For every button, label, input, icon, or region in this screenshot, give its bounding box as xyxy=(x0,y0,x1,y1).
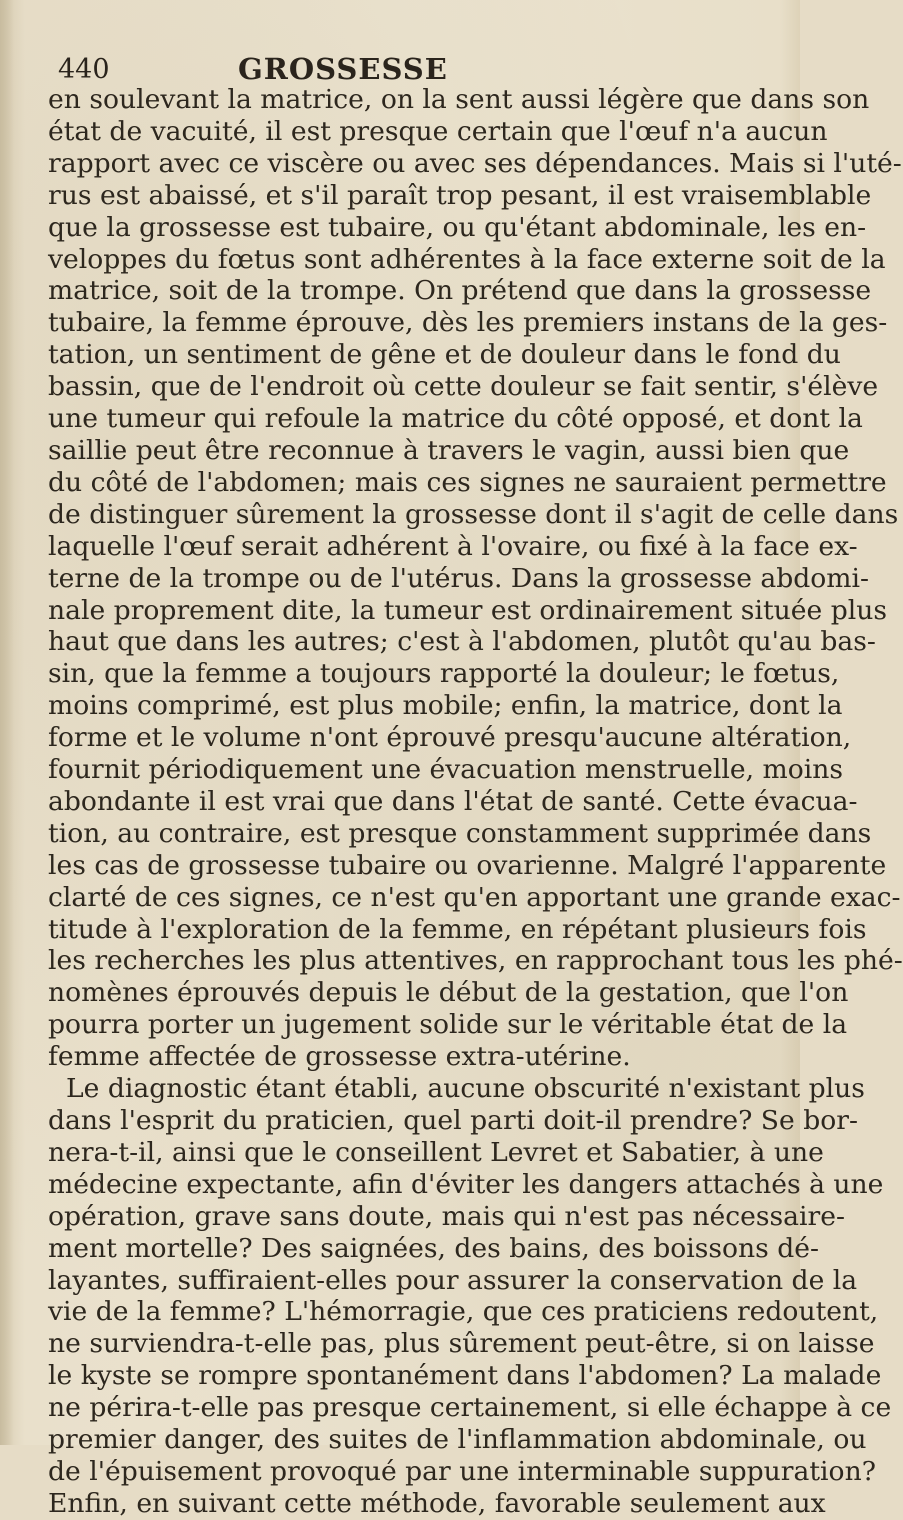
text-line: de distinguer sûrement la grossesse dont il s'agit de celle dans xyxy=(48,498,899,530)
text-line: le kyste se rompre spontanément dans l'abdomen? La malade xyxy=(48,1360,882,1392)
text-line: rapport avec ce viscère ou avec ses dépendances. Mais si l'uté- xyxy=(48,147,902,179)
text-line: forme et le volume n'ont éprouvé presqu'aucune altération, xyxy=(48,722,852,754)
text-line: premier danger, des suites de l'inflammation abdominale, ou xyxy=(48,1424,867,1456)
text-line: nomènes éprouvés depuis le début de la gestation, que l'on xyxy=(48,977,849,1009)
text-line: état de vacuité, il est presque certain que l'œuf n'a aucun xyxy=(48,115,828,147)
text-line: pourra porter un jugement solide sur le véritable état de la xyxy=(48,1009,848,1041)
page-header xyxy=(58,48,758,88)
text-line: du côté de l'abdomen; mais ces signes ne sauraient permettre xyxy=(48,466,887,498)
text-line: tubaire, la femme éprouve, dès les premiers instans de la ges- xyxy=(48,307,888,339)
body-text xyxy=(48,84,903,1520)
text-line: layantes, suffiraient-elles pour assurer la conservation de la xyxy=(48,1264,858,1296)
text-line: en soulevant la matrice, on la sent aussi légère que dans son xyxy=(48,84,870,115)
page-number: 440 xyxy=(58,54,110,85)
text-line: haut que dans les autres; c'est à l'abdomen, plutôt qu'au bas- xyxy=(48,626,876,658)
page-gutter-shadow xyxy=(0,0,14,1445)
text-line: bassin, que de l'endroit où cette douleur se fait sentir, s'élève xyxy=(48,371,879,403)
text-line: laquelle l'œuf serait adhérent à l'ovaire, ou fixé à la face ex- xyxy=(48,530,858,562)
text-line: clarté de ces signes, ce n'est qu'en apportant une grande exac- xyxy=(48,881,901,913)
text-line: ment mortelle? Des saignées, des bains, des boissons dé- xyxy=(48,1232,820,1264)
text-line: tion, au contraire, est presque constamment supprimée dans xyxy=(48,817,872,849)
text-line: veloppes du fœtus sont adhérentes à la face externe soit de la xyxy=(48,243,886,275)
text-line: fournit périodiquement une évacuation menstruelle, moins xyxy=(48,754,843,786)
text-line: matrice, soit de la trompe. On prétend que dans la grossesse xyxy=(48,275,872,307)
running-head: GROSSESSE xyxy=(238,52,448,86)
text-line: sin, que la femme a toujours rapporté la douleur; le fœtus, xyxy=(48,658,840,690)
text-line: terne de la trompe ou de l'utérus. Dans la grossesse abdomi- xyxy=(48,562,870,594)
text-line: vie de la femme? L'hémorragie, que ces praticiens redoutent, xyxy=(48,1296,879,1328)
text-line: une tumeur qui refoule la matrice du côté opposé, et dont la xyxy=(48,403,863,435)
text-line: les cas de grossesse tubaire ou ovarienne. Malgré l'apparente xyxy=(48,849,887,881)
text-line: opération, grave sans doute, mais qui n'est pas nécessaire- xyxy=(48,1200,845,1232)
text-line: médecine expectante, afin d'éviter les dangers attachés à une xyxy=(48,1168,884,1200)
text-line: de l'épuisement provoqué par une interminable suppuration? xyxy=(48,1455,876,1487)
text-line: abondante il est vrai que dans l'état de santé. Cette évacua- xyxy=(48,785,858,817)
text-line: dans l'esprit du praticien, quel parti doit-il prendre? Se bor- xyxy=(48,1105,858,1136)
text-line: rus est abaissé, et s'il paraît trop pesant, il est vraisemblable xyxy=(48,179,872,211)
text-line: tation, un sentiment de gêne et de douleur dans le fond du xyxy=(48,339,841,371)
paragraph-end-line: femme affectée de grossesse extra-utérine. xyxy=(48,1041,631,1073)
text-line: ne périra-t-elle pas presque certainement, si elle échappe à ce xyxy=(48,1392,892,1424)
text-line: les recherches les plus attentives, en rapprochant tous les phé- xyxy=(48,945,903,977)
text-line: saillie peut être reconnue à travers le vagin, aussi bien que xyxy=(48,434,850,466)
text-line: moins comprimé, est plus mobile; enfin, la matrice, dont la xyxy=(48,690,843,722)
text-line: que la grossesse est tubaire, ou qu'étant abdominale, les en- xyxy=(48,211,867,243)
text-line: Enfin, en suivant cette méthode, favorable seulement aux xyxy=(48,1487,826,1519)
paragraph-start-line: Le diagnostic étant établi, aucune obscurité n'existant plus xyxy=(66,1073,865,1105)
text-line: nale proprement dite, la tumeur est ordinairement située plus xyxy=(48,594,888,626)
text-line: nera-t-il, ainsi que le conseillent Levret et Sabatier, à une xyxy=(48,1136,824,1168)
text-line: ne surviendra-t-elle pas, plus sûrement peut-être, si on laisse xyxy=(48,1328,875,1360)
text-line: titude à l'exploration de la femme, en répétant plusieurs fois xyxy=(48,913,867,945)
